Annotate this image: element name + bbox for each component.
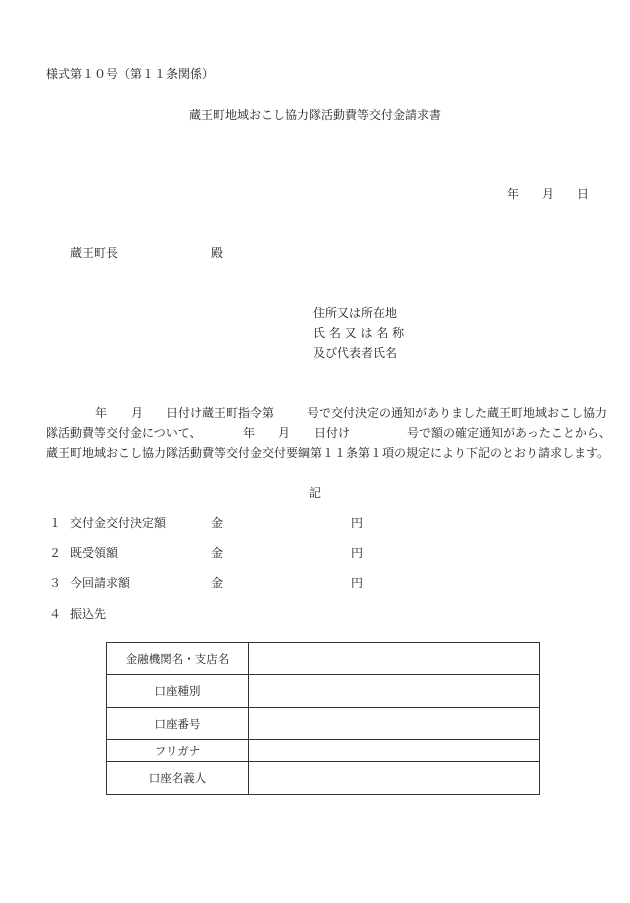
document-title: 蔵王町地域おこし協力隊活動費等交付金請求書: [188, 108, 441, 122]
account-holder-field[interactable]: [249, 762, 540, 795]
item-yen: 円: [351, 576, 364, 590]
body-line2-seg: 日付け: [314, 426, 351, 440]
item-label: 今回請求額: [70, 576, 131, 590]
applicant-name-label: 氏 名 又 は 名 称: [313, 326, 405, 340]
form-number: 様式第１０号（第１１条関係）: [46, 67, 215, 81]
item-kin: 金: [211, 516, 224, 530]
body-line2-seg: 年: [243, 426, 256, 440]
body-line1-seg: 号で交付決定の通知がありました蔵王町地域おこし協力: [307, 406, 608, 420]
body-line3: 蔵王町地域おこし協力隊活動費等交付金交付要綱第１１条第１項の規定により下記のとおり請求します。: [46, 446, 610, 460]
item-number: ３: [49, 576, 62, 590]
date-day: 日: [577, 187, 590, 201]
account-type-label: 口座種別: [107, 675, 249, 708]
furigana-label: フリガナ: [107, 740, 249, 762]
account-holder-label: 口座名義人: [107, 762, 249, 795]
body-line2-seg: 号で額の確定通知があったことから、: [407, 426, 611, 440]
account-number-field[interactable]: [249, 708, 540, 740]
body-line1-seg: 月: [131, 406, 144, 420]
table-row: [107, 762, 540, 795]
furigana-field[interactable]: [249, 740, 540, 762]
item-label: 交付金交付決定額: [70, 516, 167, 530]
table-row: [107, 643, 540, 675]
ki-heading: 記: [308, 486, 321, 500]
body-line2-seg: 隊活動費等交付金について、: [46, 426, 202, 440]
table-row: [107, 708, 540, 740]
item-number: ２: [49, 546, 62, 560]
applicant-address-label: 住所又は所在地: [313, 306, 398, 320]
item-number: １: [49, 516, 62, 530]
table-row: [107, 675, 540, 708]
account-type-field[interactable]: [249, 675, 540, 708]
addressee-name: 蔵王町長: [70, 246, 119, 260]
date-month: 月: [542, 187, 555, 201]
item-yen: 円: [351, 516, 364, 530]
addressee-honorific: 殿: [211, 246, 224, 260]
transfer-label: 振込先: [70, 607, 107, 621]
table-row: [107, 740, 540, 762]
item-label: 既受領額: [70, 546, 119, 560]
item-kin: 金: [211, 576, 224, 590]
item-yen: 円: [351, 546, 364, 560]
item-kin: 金: [211, 546, 224, 560]
bank-name-label: 金融機関名・支店名: [107, 643, 249, 675]
date-year: 年: [507, 187, 520, 201]
body-line1-seg: 年: [95, 406, 108, 420]
body-line2-seg: 月: [278, 426, 291, 440]
bank-account-table: [106, 642, 540, 795]
account-number-label: 口座番号: [107, 708, 249, 740]
applicant-rep-label: 及び代表者氏名: [313, 346, 398, 360]
body-line1-seg: 日付け蔵王町指令第: [166, 406, 275, 420]
bank-name-field[interactable]: [249, 643, 540, 675]
item-number: ４: [49, 607, 62, 621]
